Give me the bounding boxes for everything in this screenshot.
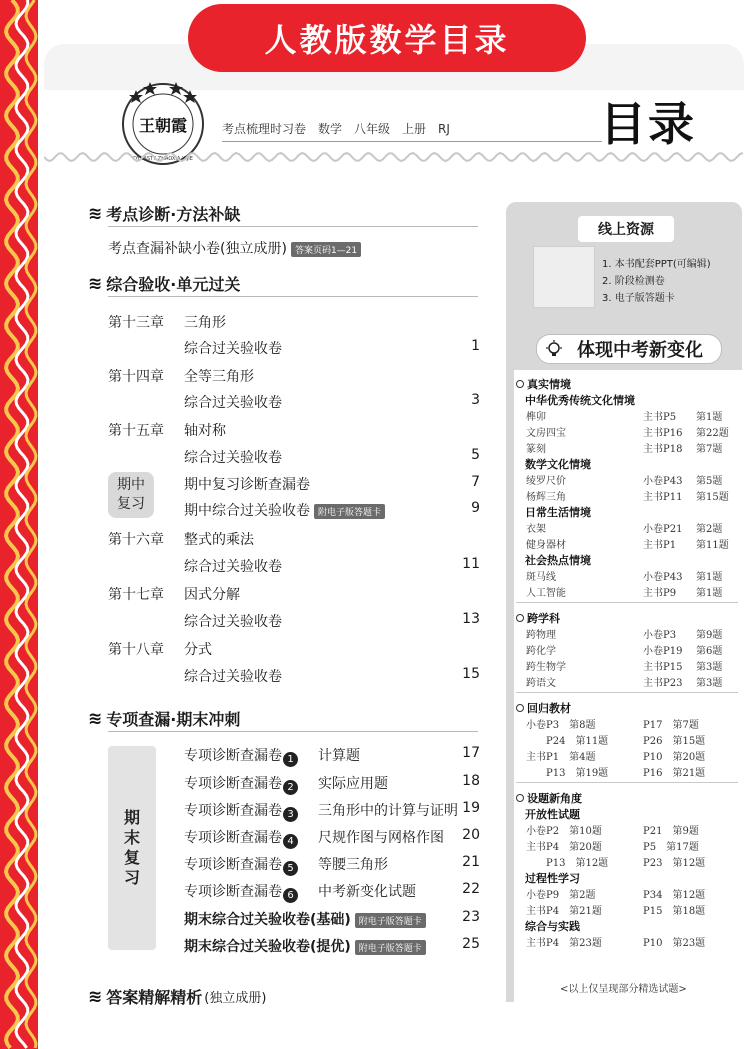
trend-item-source: 小卷P3 xyxy=(643,630,677,641)
trend-item-name: 人工智能 xyxy=(526,588,566,599)
page-number: 19 xyxy=(462,800,480,816)
trend-item-name: 榫卯 xyxy=(526,412,546,423)
answer-card-tag: 附电子版答题卡 xyxy=(355,913,426,928)
special-topic: 实际应用题 xyxy=(318,776,388,792)
trend-item-ref: P17 第7题 xyxy=(643,720,699,731)
trend-item-question: 第1题 xyxy=(696,412,723,423)
toc-entry: 综合过关验收卷 xyxy=(184,614,282,630)
trend-item-ref: 小卷P9 第2题 xyxy=(526,890,596,901)
midterm-review-label: 期中 复习 xyxy=(108,472,154,518)
chapter-title: 全等三角形 xyxy=(184,369,254,385)
trend-group-heading: 回归教材 xyxy=(516,700,571,716)
number-badge: 6 xyxy=(283,888,298,903)
chapter-title: 轴对称 xyxy=(184,423,226,439)
toc-entry-midterm: 期中复习诊断查漏卷 xyxy=(184,477,310,493)
trend-item-name: 文房四宝 xyxy=(526,428,566,439)
section-underline xyxy=(108,226,478,227)
page-number: 25 xyxy=(462,936,480,952)
toc-entry: 综合过关验收卷 xyxy=(184,669,282,685)
page-number: 3 xyxy=(471,392,480,408)
toc-entry: 综合过关验收卷 xyxy=(184,395,282,411)
chapter-label: 第十八章 xyxy=(108,642,164,658)
trend-group-heading: 跨学科 xyxy=(516,610,560,626)
trend-item-ref: P13 第12题 xyxy=(526,858,609,869)
trend-item-ref: P34 第12题 xyxy=(643,890,706,901)
trend-item-ref: P24 第11题 xyxy=(526,736,609,747)
trend-item-ref: P21 第9题 xyxy=(643,826,699,837)
qr-code-placeholder xyxy=(533,246,595,308)
trend-footer-note: <以上仅呈现部分精选试题> xyxy=(560,984,687,995)
toc-entry-final-exam: 期末综合过关验收卷(基础) 附电子版答题卡 xyxy=(184,909,426,929)
trend-item-question: 第22题 xyxy=(696,428,729,439)
page-number: 23 xyxy=(462,909,480,925)
online-resource-item: 2. 阶段检测卷 xyxy=(602,276,665,287)
trend-item-name: 跨物理 xyxy=(526,630,556,641)
trend-item-name: 跨语文 xyxy=(526,678,556,689)
trend-subgroup-heading: 数学文化情境 xyxy=(525,458,591,471)
number-badge: 4 xyxy=(283,834,298,849)
trend-item-source: 主书P1 xyxy=(643,540,677,551)
page-number: 1 xyxy=(471,338,480,354)
logo-text: 王朝霞 xyxy=(138,116,188,135)
circle-bullet-icon xyxy=(516,794,524,802)
trend-item-question: 第1题 xyxy=(696,588,723,599)
toc-entry-special: 专项诊断查漏卷 6 xyxy=(184,881,298,903)
trend-item-source: 主书P5 xyxy=(643,412,677,423)
header-divider xyxy=(222,141,602,142)
trend-item-name: 衣架 xyxy=(526,524,546,535)
page-number: 17 xyxy=(462,745,480,761)
chapter-label: 第十六章 xyxy=(108,532,164,548)
wave-mark-icon: ≋ xyxy=(88,203,103,224)
trend-item-source: 主书P18 xyxy=(643,444,683,455)
trend-group-divider xyxy=(516,602,738,603)
decorative-wave-strip xyxy=(0,0,38,1049)
trend-subgroup-heading: 中华优秀传统文化情境 xyxy=(525,394,635,407)
trend-item-name: 斑马线 xyxy=(526,572,556,583)
trend-item-question: 第5题 xyxy=(696,476,723,487)
special-topic: 计算题 xyxy=(318,748,360,764)
trend-item-ref: P26 第15题 xyxy=(643,736,706,747)
toc-entry-final-exam: 期末综合过关验收卷(提优) 附电子版答题卡 xyxy=(184,936,426,956)
section-heading-answers: ≋ 答案精解精析 (独立成册) xyxy=(88,986,267,1007)
exam-trend-title: 体现中考新变化 xyxy=(536,334,722,364)
trend-subgroup-heading: 日常生活情境 xyxy=(525,506,591,519)
special-topic: 三角形中的计算与证明 xyxy=(318,803,458,819)
number-badge: 2 xyxy=(283,780,298,795)
chapter-title: 三角形 xyxy=(184,315,226,331)
section-heading-unit-check: ≋ 综合验收·单元过关 xyxy=(88,273,241,294)
trend-item-ref: 主书P1 第4题 xyxy=(526,752,596,763)
trend-item-name: 篆刻 xyxy=(526,444,546,455)
page-number: 9 xyxy=(471,500,480,516)
online-resource-item: 1. 本书配套PPT(可编辑) xyxy=(602,259,711,270)
trend-item-ref: P10 第23题 xyxy=(643,938,706,949)
toc-entry: 综合过关验收卷 xyxy=(184,559,282,575)
special-topic: 中考新变化试题 xyxy=(318,884,416,900)
chapter-title: 分式 xyxy=(184,642,212,658)
trend-item-ref: P13 第19题 xyxy=(526,768,609,779)
circle-bullet-icon xyxy=(516,704,524,712)
online-resources-title: 线上资源 xyxy=(578,216,674,242)
chapter-label: 第十三章 xyxy=(108,315,164,331)
toc-entry-special: 专项诊断查漏卷 1 xyxy=(184,745,298,767)
page-number: 11 xyxy=(462,556,480,572)
final-review-label: 期 末 复 习 xyxy=(108,746,156,950)
trend-item-source: 主书P11 xyxy=(643,492,683,503)
number-badge: 3 xyxy=(283,807,298,822)
trend-item-name: 跨生物学 xyxy=(526,662,566,673)
trend-item-ref: P5 第17题 xyxy=(643,842,699,853)
trend-item-ref: P15 第18题 xyxy=(643,906,706,917)
trend-group-heading: 真实情境 xyxy=(516,376,571,392)
trend-item-source: 小卷P19 xyxy=(643,646,683,657)
trend-item-question: 第6题 xyxy=(696,646,723,657)
special-topic: 尺规作图与网格作图 xyxy=(318,830,444,846)
toc-entry-special: 专项诊断查漏卷 2 xyxy=(184,773,298,795)
page-title: 目录 xyxy=(600,97,696,151)
trend-item-source: 小卷P43 xyxy=(643,476,683,487)
toc-entry-special: 专项诊断查漏卷 5 xyxy=(184,854,298,876)
page-number: 7 xyxy=(471,474,480,490)
wave-mark-icon: ≋ xyxy=(88,986,103,1007)
trend-subgroup-heading: 开放性试题 xyxy=(525,808,580,821)
page-number: 5 xyxy=(471,447,480,463)
trend-item-ref: 主书P4 第23题 xyxy=(526,938,602,949)
top-banner: 人教版数学目录 xyxy=(188,4,586,72)
trend-item-name: 健身器材 xyxy=(526,540,566,551)
trend-item-ref: 主书P4 第20题 xyxy=(526,842,602,853)
answer-page-tag: 答案页码1—21 xyxy=(291,242,361,257)
trend-item-ref: 小卷P3 第8题 xyxy=(526,720,596,731)
trend-item-ref: P23 第12题 xyxy=(643,858,706,869)
trend-item-question: 第7题 xyxy=(696,444,723,455)
section-heading-final-sprint: ≋ 专项查漏·期末冲刺 xyxy=(88,708,241,729)
trend-item-question: 第3题 xyxy=(696,678,723,689)
chapter-title: 因式分解 xyxy=(184,587,240,603)
circle-bullet-icon xyxy=(516,614,524,622)
trend-item-ref: 主书P4 第21题 xyxy=(526,906,602,917)
trend-group-divider xyxy=(516,692,738,693)
trend-item-question: 第9题 xyxy=(696,630,723,641)
trend-item-source: 主书P15 xyxy=(643,662,683,673)
trend-item-question: 第2题 xyxy=(696,524,723,535)
toc-entry-special: 专项诊断查漏卷 3 xyxy=(184,800,298,822)
trend-item-source: 主书P9 xyxy=(643,588,677,599)
section-heading-diagnosis: ≋ 考点诊断·方法补缺 xyxy=(88,203,241,224)
toc-entry-midterm: 期中综合过关验收卷 附电子版答题卡 xyxy=(184,500,385,520)
trend-subgroup-heading: 综合与实践 xyxy=(525,920,580,933)
trend-item-question: 第11题 xyxy=(696,540,729,551)
section-underline xyxy=(108,731,478,732)
logo-ring-text: DYNASTY ZHAOXIA XIJIE xyxy=(133,156,193,162)
page-number: 13 xyxy=(462,611,480,627)
header-wave-divider xyxy=(44,150,744,164)
number-badge: 5 xyxy=(283,861,298,876)
special-topic: 等腰三角形 xyxy=(318,857,388,873)
chapter-label: 第十五章 xyxy=(108,423,164,439)
trend-item-ref: P16 第21题 xyxy=(643,768,706,779)
trend-item-question: 第15题 xyxy=(696,492,729,503)
circle-bullet-icon xyxy=(516,380,524,388)
chapter-label: 第十七章 xyxy=(108,587,164,603)
trend-group-divider xyxy=(516,782,738,783)
trend-item-source: 主书P23 xyxy=(643,678,683,689)
trend-item-question: 第1题 xyxy=(696,572,723,583)
trend-subgroup-heading: 社会热点情境 xyxy=(525,554,591,567)
toc-entry: 综合过关验收卷 xyxy=(184,341,282,357)
trend-item-source: 小卷P21 xyxy=(643,524,683,535)
wave-mark-icon: ≋ xyxy=(88,273,103,294)
answer-card-tag: 附电子版答题卡 xyxy=(314,504,385,519)
section-underline xyxy=(108,296,478,297)
trend-item-name: 跨化学 xyxy=(526,646,556,657)
trend-item-ref: P10 第20题 xyxy=(643,752,706,763)
series-info: 考点梳理时习卷 数学 八年级 上册 RJ xyxy=(222,122,450,136)
chapter-title: 整式的乘法 xyxy=(184,532,254,548)
answer-card-tag: 附电子版答题卡 xyxy=(355,940,426,955)
trend-item-name: 绫罗尺价 xyxy=(526,476,566,487)
online-resource-item: 3. 电子版答题卡 xyxy=(602,293,675,304)
toc-entry-special: 专项诊断查漏卷 4 xyxy=(184,827,298,849)
number-badge: 1 xyxy=(283,752,298,767)
trend-item-source: 主书P16 xyxy=(643,428,683,439)
page-number: 22 xyxy=(462,881,480,897)
page-number: 21 xyxy=(462,854,480,870)
toc-entry-small-volume: 考点查漏补缺小卷(独立成册) 答案页码1—21 xyxy=(108,238,361,258)
lightbulb-icon xyxy=(545,340,563,358)
page-number: 20 xyxy=(462,827,480,843)
toc-entry: 综合过关验收卷 xyxy=(184,450,282,466)
trend-item-question: 第3题 xyxy=(696,662,723,673)
page-number: 18 xyxy=(462,773,480,789)
chapter-label: 第十四章 xyxy=(108,369,164,385)
wave-mark-icon: ≋ xyxy=(88,708,103,729)
trend-item-ref: 小卷P2 第10题 xyxy=(526,826,602,837)
trend-group-heading: 设题新角度 xyxy=(516,790,582,806)
page-number: 15 xyxy=(462,666,480,682)
trend-item-source: 小卷P43 xyxy=(643,572,683,583)
trend-subgroup-heading: 过程性学习 xyxy=(525,872,580,885)
trend-item-name: 杨辉三角 xyxy=(526,492,566,503)
